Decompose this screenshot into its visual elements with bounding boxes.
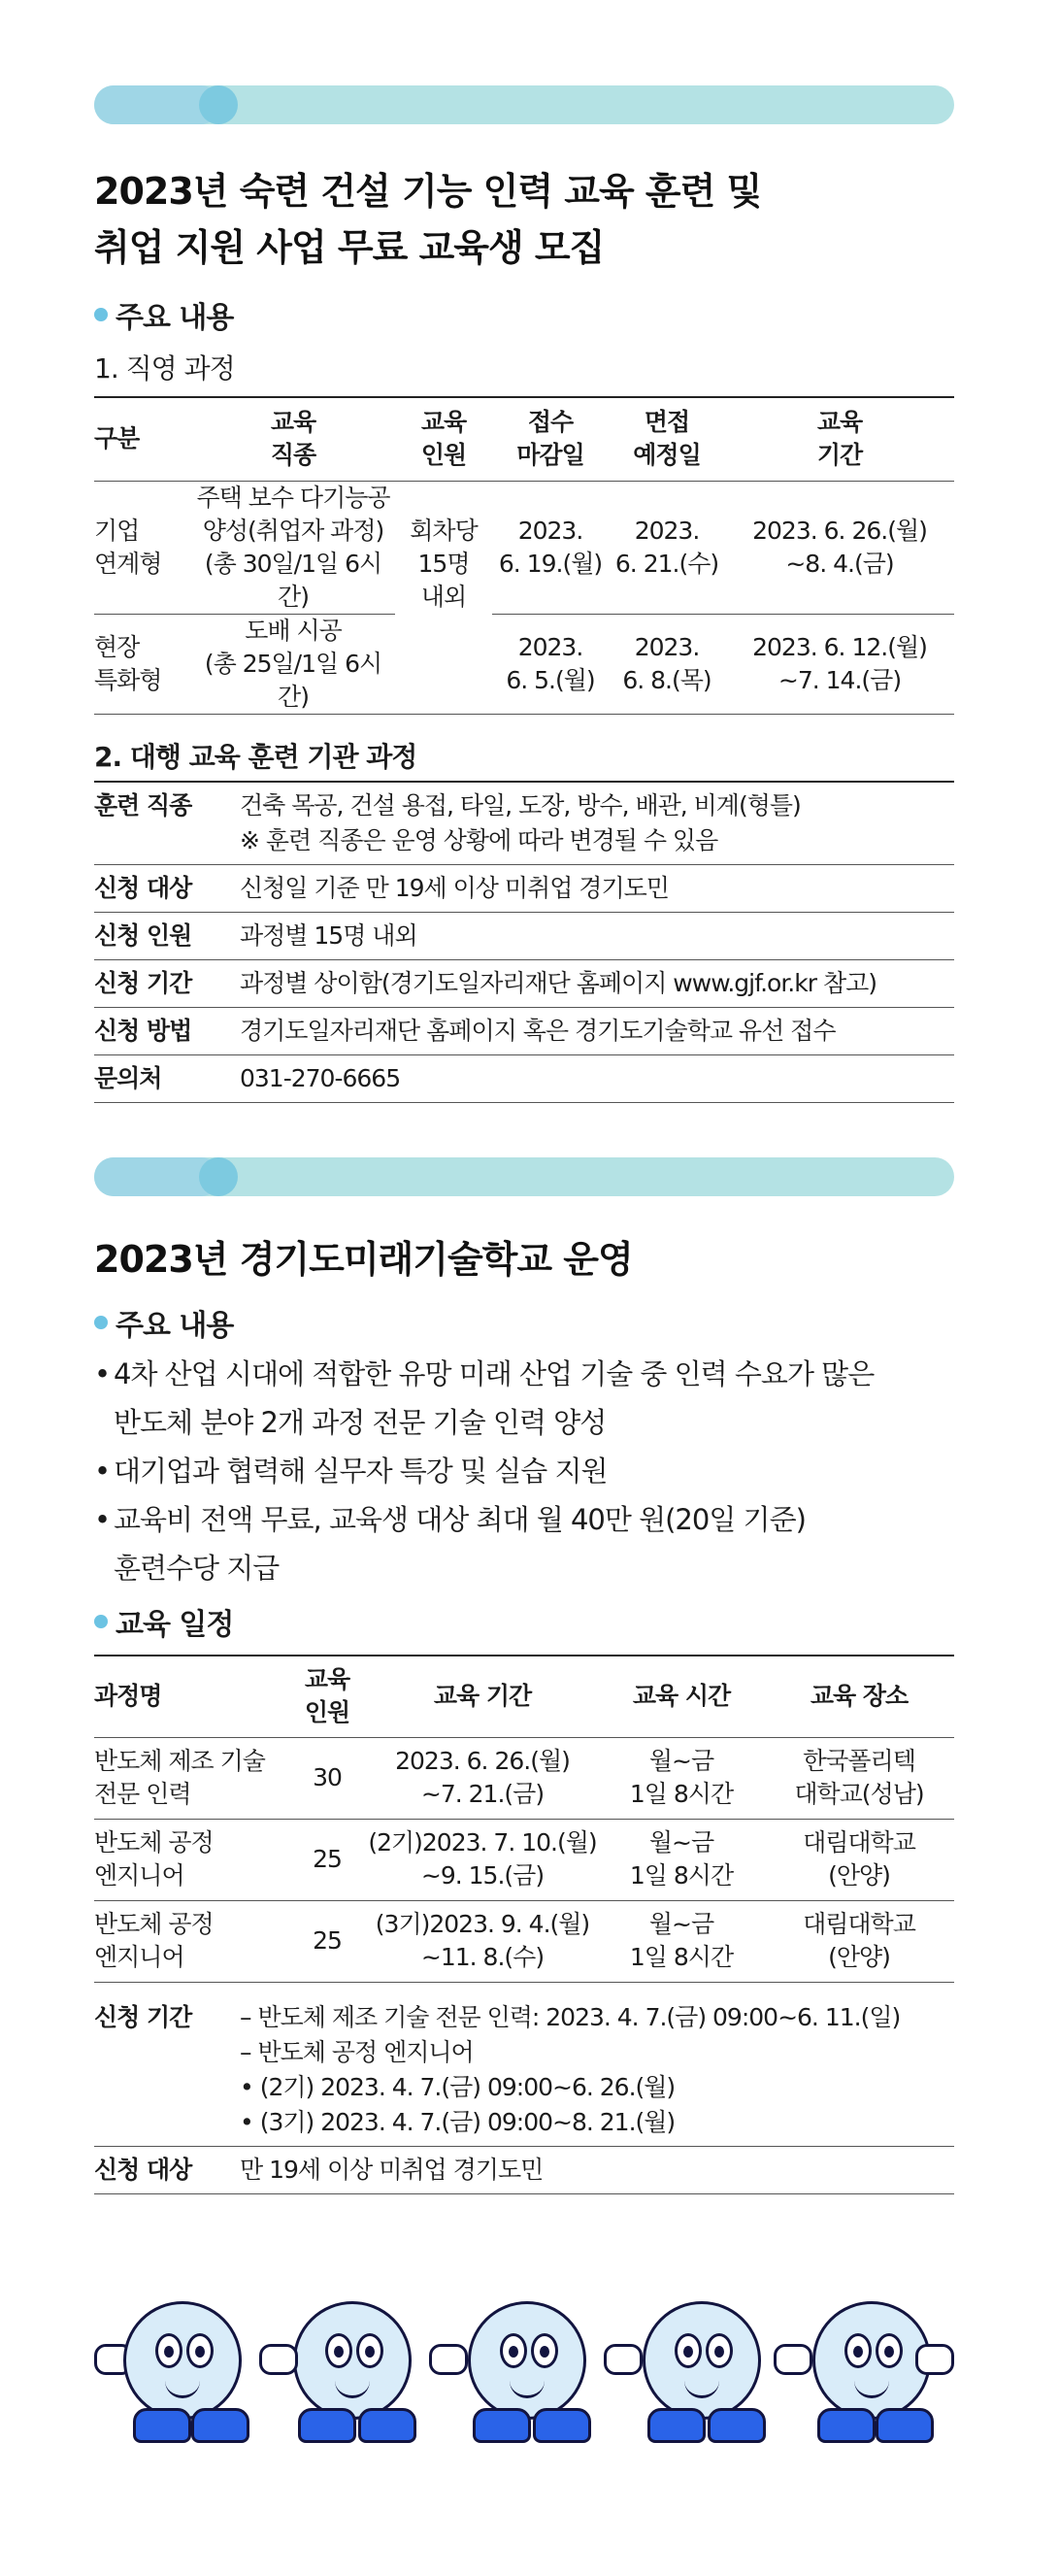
detail-row: 훈련 직종 건축 목공, 건설 용접, 타일, 도장, 방수, 배관, 비계(형틀) ※ 훈련 직종은 운영 상황에 따라 변경될 수 있음: [94, 781, 954, 865]
th-deadline: 접수 마감일: [516, 408, 584, 470]
agency-course-details: [94, 781, 954, 1103]
section-future-tech-school: [94, 1157, 954, 2194]
th-interview: 면접 예정일: [633, 408, 701, 470]
detail-row: 문의처 031-270-6665: [94, 1055, 954, 1103]
th-headcount: 교육 인원: [420, 408, 467, 470]
row-headcount: 회차당 15명 내외: [410, 516, 478, 611]
main-heading: 주요 내용: [94, 1301, 954, 1344]
detail-row: 신청 대상 신청일 기준 만 19세 이상 미취업 경기도민: [94, 865, 954, 913]
row-period: 2023. 6. 12.(월) ~7. 14.(금): [752, 632, 927, 694]
list-item: • 대기업과 협력해 실무자 특강 및 실습 지원: [94, 1455, 608, 1488]
key-points-list: [94, 1350, 954, 1592]
section1-title-line2: 취업 지원 사업 무료 교육생 모집: [94, 226, 605, 269]
detail-row: 신청 기간 – 반도체 제조 기술 전문 인력: 2023. 4. 7.(금) 09:00~6. 11.(일) – 반도체 공정 엔지니어 • (2기) 2023. 4. 7.(금) 09:00~6. 26.(월) • (3기) 2023. 4. 7.(금) 09:00~8. 21.(월): [94, 1994, 954, 2147]
application-details: [94, 1994, 954, 2194]
th-time: 교육 시간: [632, 1682, 731, 1711]
schedule-table: [94, 1655, 954, 1983]
row-deadline: 2023. 6. 5.(월): [506, 632, 595, 694]
direct-course-table: [94, 396, 954, 715]
bullet-dot-icon: [94, 1615, 108, 1628]
row-deadline: 2023. 6. 19.(월): [498, 516, 603, 578]
th-place: 교육 장소: [810, 1682, 909, 1711]
subheading-direct-course: 1. 직영 과정: [94, 352, 235, 385]
section1-title-line1: 2023년 숙련 건설 기능 인력 교육 훈련 및: [94, 170, 762, 213]
subheading-agency-course: 2. 대행 교육 훈련 기관 과정: [94, 740, 417, 773]
schedule-heading: 교육 일정: [94, 1600, 954, 1643]
row-period: 2023. 6. 26.(월) ~8. 4.(금): [752, 516, 927, 578]
section2-title: 2023년 경기도미래기술학교 운영: [94, 1238, 633, 1281]
row-interview: 2023. 6. 8.(목): [622, 632, 712, 694]
list-item: • 교육비 전액 무료, 교육생 대상 최대 월 40만 원(20일 기준) 훈련수당 지급: [94, 1503, 806, 1585]
table-row: 반도체 공정 엔지니어 25 (3기)2023. 9. 4.(월) ~11. 8.(수) 월~금 1일 8시간 대림대학교 (안양): [94, 1900, 954, 1982]
section-divider-bar: [94, 85, 954, 124]
th-course: 교육 직종: [270, 408, 316, 470]
th-count: 교육 인원: [304, 1665, 350, 1727]
table-row: [94, 614, 954, 714]
section-construction: [94, 85, 954, 1103]
table-row: [94, 481, 954, 614]
th-period: 교육 기간: [433, 1682, 532, 1711]
list-item: • 4차 산업 시대에 적합한 유망 미래 산업 기술 중 인력 수요가 많은 반도체 분야 2개 과정 전문 기술 인력 양성: [94, 1357, 875, 1439]
bullet-dot-icon: [94, 308, 108, 321]
section-divider-bar: [94, 1157, 954, 1196]
row-course: 도배 시공 (총 25일/1일 6시간): [204, 616, 382, 711]
row-course: 주택 보수 다기능공 양성(취업자 과정) (총 30일/1일 6시간): [196, 483, 390, 611]
row-interview: 2023. 6. 21.(수): [614, 516, 719, 578]
row-category: 기업 연계형: [94, 516, 162, 578]
table-row: 반도체 공정 엔지니어 25 (2기)2023. 7. 10.(월) ~9. 15.(금) 월~금 1일 8시간 대림대학교 (안양): [94, 1819, 954, 1900]
bullet-dot-icon: [94, 1316, 108, 1329]
row-category: 현장 특화형: [94, 632, 162, 694]
th-course-name: 과정명: [94, 1682, 162, 1711]
detail-row: 신청 방법 경기도일자리재단 홈페이지 혹은 경기도기술학교 유선 접수: [94, 1008, 954, 1055]
mascot-illustration: [94, 2262, 954, 2447]
detail-row: 신청 기간 과정별 상이함(경기도일자리재단 홈페이지 www.gjf.or.kr 참고): [94, 960, 954, 1008]
detail-row: 신청 인원 과정별 15명 내외: [94, 913, 954, 960]
th-period: 교육 기간: [816, 408, 863, 470]
main-heading: 주요 내용: [94, 293, 954, 336]
detail-row: 신청 대상 만 19세 이상 미취업 경기도민: [94, 2147, 954, 2194]
table-row: 반도체 제조 기술 전문 인력 30 2023. 6. 26.(월) ~7. 21.(금) 월~금 1일 8시간 한국폴리텍 대학교(성남): [94, 1737, 954, 1819]
th-category: 구분: [94, 424, 140, 453]
